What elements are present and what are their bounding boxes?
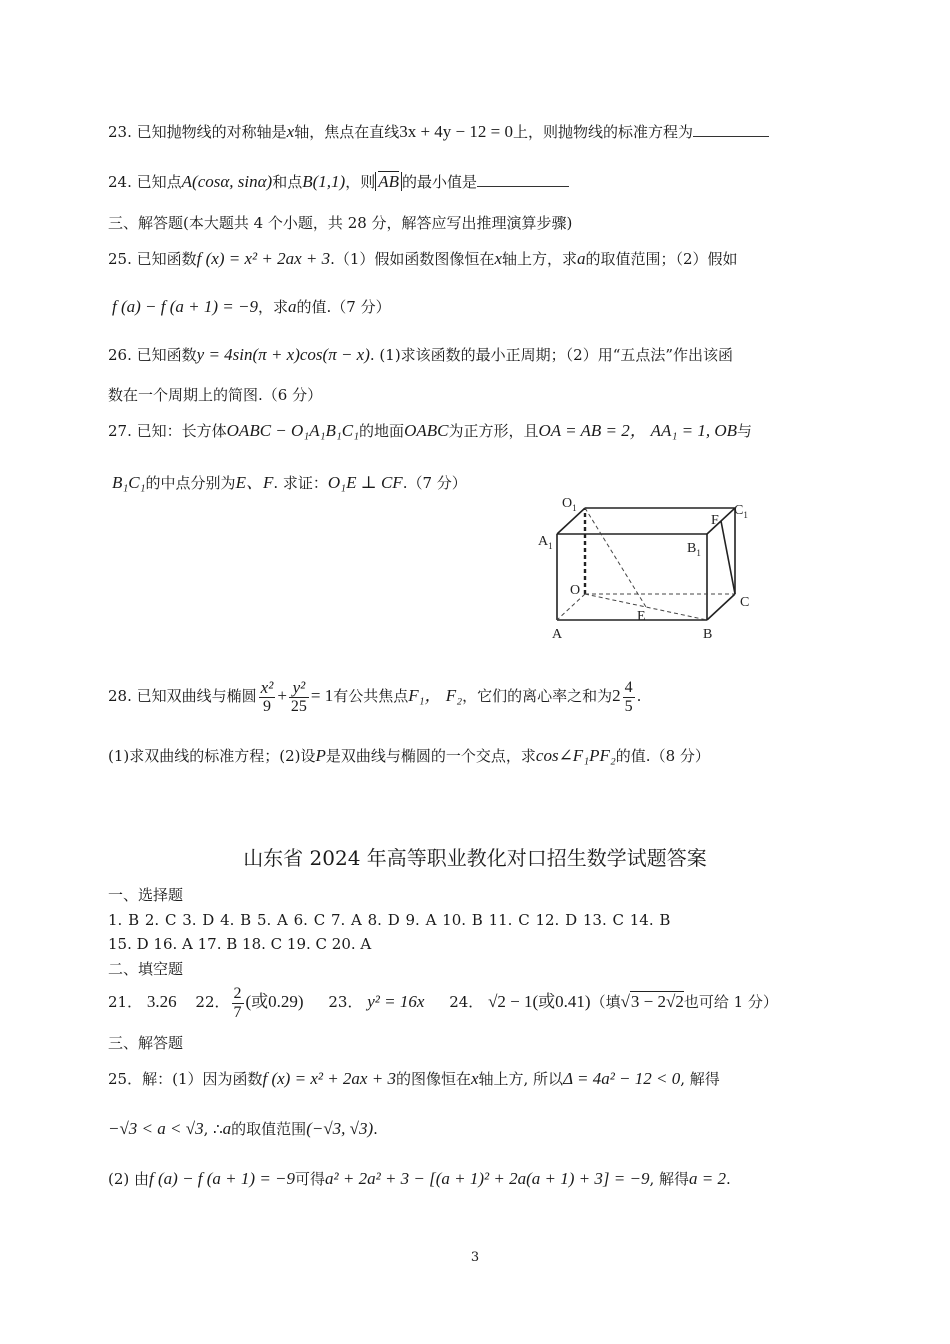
segment-C-F: [721, 521, 735, 594]
answer-section-2: 二、填空题: [108, 960, 184, 978]
solution-25-line3: (2) 由f (a) − f (a + 1) = −9可得a² + 2a² + 3 − [(a + 1)² + 2a(a + 1) + 3] = −9, 解得a = 2.: [108, 1169, 731, 1188]
label-B1: $B_1$: [687, 541, 701, 558]
label-E: E: [637, 609, 646, 624]
answer-blank: [477, 172, 569, 187]
question-23: 23. 已知抛物线的对称轴是x轴，焦点在直线3x + 4y − 12 = 0上，则抛物线的标准方程为: [108, 121, 769, 143]
question-number: 27.: [108, 422, 132, 440]
label-B: B: [703, 627, 713, 642]
question-28-line2: (1)求双曲线的标准方程；(2)设P是双曲线与椭圆的一个交点，求cos∠F₁PF₂的值.（8 分）: [108, 746, 710, 765]
answer-title: 山东省 2024 年高等职业教化对口招生数学试题答案: [243, 846, 707, 870]
edge-A1-O1: [557, 508, 585, 534]
cuboid-figure: [530, 488, 770, 648]
segment-O1-E: [585, 508, 646, 607]
label-O: O: [570, 583, 581, 598]
label-F: F: [711, 513, 719, 528]
page-number: 3: [470, 1250, 480, 1265]
label-O1: $O_1$: [562, 496, 577, 513]
question-27: 27. 已知：长方体OABC − O₁A₁B₁C₁的地面OABC为正方形，且OA = AB = 2， AA₁ = 1, OB与: [108, 421, 752, 440]
answer-section-1: 一、选择题: [108, 886, 184, 904]
question-25-line2: f (a) − f (a + 1) = −9，求a的值.（7 分）: [112, 297, 391, 316]
question-25: 25. 已知函数f (x) = x² + 2ax + 3.（1）假如函数图像恒在x轴上方，求a的取值范围；（2）假如: [108, 249, 738, 268]
question-26: 26. 已知函数y = 4sin(π + x)cos(π − x). (1)求该函数的最小正周期；（2）用“五点法”作出该函: [108, 345, 734, 364]
answer-choices-row-1: 1. B 2. C 3. D 4. B 5. A 6. C 7. A 8. D 9. A 10. B 11. C 12. D 13. C 14. B: [108, 911, 671, 929]
label-A1: $A_1$: [538, 534, 553, 551]
label-C: C: [740, 595, 750, 610]
question-24: 24. 已知点A(cosα, sinα)和点B(1,1)，则 AB 的最小值是: [108, 171, 569, 193]
question-27-line2: B₁C₁的中点分别为E、F. 求证：O₁E ⊥ CF.（7 分）: [112, 473, 467, 492]
solution-25-line2: −√3 < a < √3, ∴a的取值范围(−√3, √3).: [108, 1119, 378, 1138]
question-number: 24.: [108, 173, 132, 191]
answer-section-3: 三、解答题: [108, 1034, 184, 1052]
question-28: 28. 已知双曲线与椭圆 $\frac{\text{x²}}{9}$ + $\frac{\text{y²}}{25}$ = 1有公共焦点F₁， F₂，它们的离心率之和为2 $\frac{4}{5}$ .: [108, 677, 642, 715]
label-A: A: [552, 627, 563, 642]
question-number: 28.: [108, 687, 132, 705]
answer-fill-row: 21． 3.26 22． $\frac{2}{7}$ (或0.29) 23． y² = 16x 24． √2 − 1(或0.41)（填√3 − 2√2也可给 1 分）: [108, 984, 778, 1021]
edge-B-C: [707, 594, 735, 620]
question-number: 25.: [108, 250, 132, 268]
answer-choices-row-2: 15. D 16. A 17. B 18. C 19. C 20. A: [108, 935, 372, 953]
label-C1: $C_1$: [734, 503, 748, 520]
answer-blank: [693, 122, 769, 137]
section-heading: 三、解答题(本大题共 4 个小题，共 28 分，解答应写出推理演算步骤): [108, 214, 573, 232]
question-26-line2: 数在一个周期上的简图.（6 分）: [108, 386, 323, 404]
question-number: 23.: [108, 123, 132, 141]
solution-25-line1: 25．解：(1）因为函数f (x) = x² + 2ax + 3的图像恒在x轴上方, 所以Δ = 4a² − 12 < 0, 解得: [108, 1069, 720, 1088]
question-number: 26.: [108, 346, 132, 364]
